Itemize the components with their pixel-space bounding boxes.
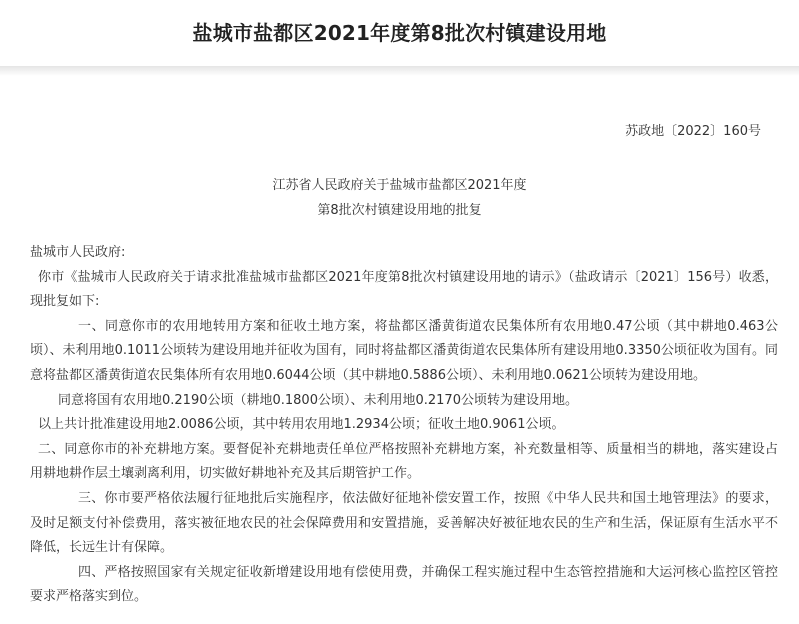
paragraph-request: 你市《盐城市人民政府关于请求批准盐城市盐都区2021年度第8批次村镇建设用地的请示》（盐政请示〔2021〕156号）收悉，现批复如下:: [30, 269, 778, 310]
document-body: [30, 241, 778, 610]
reply-title-line-2: 第8批次村镇建设用地的批复: [317, 203, 482, 218]
addressee: 盐城市人民政府:: [30, 245, 126, 260]
paragraph-state-land: 同意将国有农用地0.2190公顷（耕地0.1800公顷）、未利用地0.2170公顷转为建设用地。: [58, 392, 578, 408]
paragraph-item-3: 三、你市要严格依法履行征地批后实施程序，依法做好征地补偿安置工作，按照《中华人民共和国土地管理法》的要求，及时足额支付补偿费用，落实被征地农民的社会保障费用和安置措施，妥善解决好被征地农民的生产和生活，保证原有生活水平不降低，长远生计有保障。: [30, 490, 778, 556]
page-title: 盐城市盐都区2021年度第8批次村镇建设用地: [192, 21, 607, 45]
paragraph-item-1: 一、同意你市的农用地转用方案和征收土地方案，将盐都区潘黄街道农民集体所有农用地0.47公顷（其中耕地0.463公顷）、未利用地0.1011公顷转为建设用地并征收为国有，同时将盐都区潘黄街道农民集体所有建设用地0.3350公顷征收为国有。同意将盐都区潘黄街道农民集体所有农用地0.6044公顷（其中耕地0.5886公顷）、未利用地0.0621公顷转为建设用地。: [30, 318, 778, 383]
paragraph-item-4: 四、严格按照国家有关规定征收新增建设用地有偿使用费，并确保工程实施过程中生态管控措施和大运河核心监控区管控要求严格落实到位。: [30, 564, 778, 605]
header-shadow: [0, 66, 799, 76]
reply-title-line-1: 江苏省人民政府关于盐城市盐都区2021年度: [272, 178, 527, 193]
paragraph-total: 以上共计批准建设用地2.0086公顷，其中转用农用地1.2934公顷；征收土地0.9061公顷。: [38, 417, 565, 433]
document-number: 苏政地〔2022〕160号: [625, 124, 761, 139]
reply-title: [0, 173, 799, 223]
page-header: [0, 0, 799, 66]
paragraph-item-2: 二、同意你市的补充耕地方案。要督促补充耕地责任单位严格按照补充耕地方案，补充数量相等、质量相当的耕地，落实建设占用耕地耕作层土壤剥离利用，切实做好耕地补充及其后期管护工作。: [30, 441, 778, 482]
